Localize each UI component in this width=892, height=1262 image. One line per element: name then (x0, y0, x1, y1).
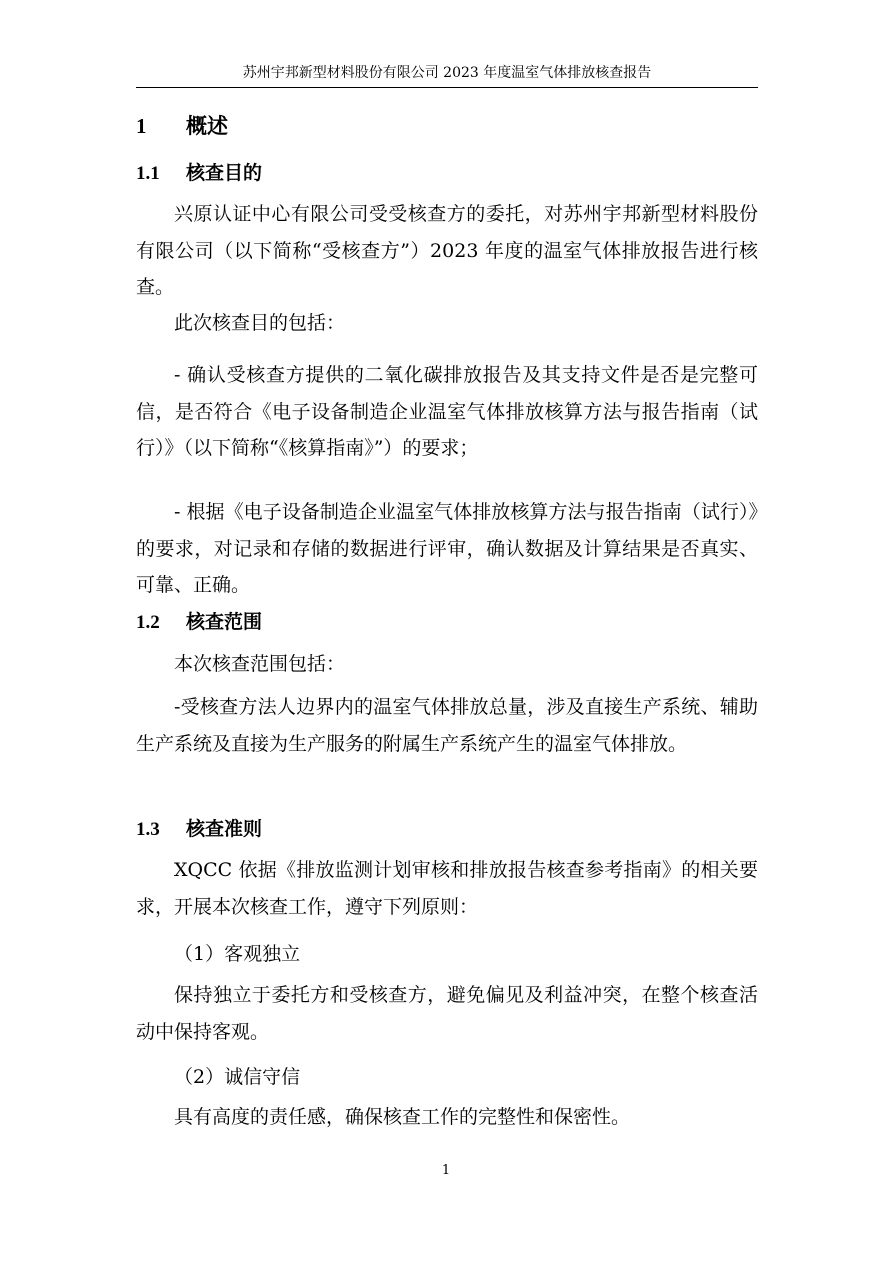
paragraph-purpose-item-1: - 确认受核查方提供的二氧化碳排放报告及其支持文件是否是完整可信，是否符合《电子设备制造企业温室气体排放核算方法与报告指南（试行）》（以下简称“《核算指南》”）的要求； (136, 364, 758, 459)
section-title: 概述 (186, 114, 228, 138)
subsection-heading-1-1 (136, 158, 262, 185)
paragraph-purpose-intro: 兴原认证中心有限公司受受核查方的委托，对苏州宇邦新型材料股份有限公司（以下简称“受核查方”）2023 年度的温室气体排放报告进行核查。 (136, 203, 758, 298)
section-heading-1 (136, 110, 228, 140)
section-number: 1 (136, 114, 147, 138)
subsection-number: 1.1 (136, 163, 160, 184)
principle-heading-2: （2）诚信守信 (174, 1066, 301, 1088)
paragraph-principle-1: 保持独立于委托方和受核查方，避免偏见及利益冲突，在整个核查活动中保持客观。 (136, 984, 758, 1043)
page-number: 1 (441, 1163, 451, 1178)
paragraph-purpose-item-2: - 根据《电子设备制造企业温室气体排放核算方法与报告指南（试行）》的要求，对记录和存储的数据进行评审，确认数据及计算结果是否真实、可靠、正确。 (136, 501, 758, 596)
subsection-title: 核查目的 (186, 162, 263, 184)
running-header: 苏州宇邦新型材料股份有限公司 2023 年度温室气体排放核查报告 (242, 65, 652, 81)
paragraph-principle-2: 具有高度的责任感，确保核查工作的完整性和保密性。 (174, 1106, 631, 1128)
principle-heading-1: （1）客观独立 (174, 943, 301, 965)
subsection-number: 1.3 (136, 819, 160, 840)
subsection-title: 核查范围 (186, 611, 263, 633)
subsection-heading-1-2 (136, 607, 262, 634)
paragraph-scope-item: -受核查方法人边界内的温室气体排放总量，涉及直接生产系统、辅助生产系统及直接为生产服务的附属生产系统产生的温室气体排放。 (136, 696, 758, 755)
paragraph-criteria-intro: XQCC 依据《排放监测计划审核和排放报告核查参考指南》的相关要求，开展本次核查工作，遵守下列原则： (136, 859, 758, 918)
subsection-heading-1-3 (136, 814, 262, 841)
paragraph-scope-intro: 本次核查范围包括： (174, 653, 346, 675)
paragraph-purpose-list-intro: 此次核查目的包括： (174, 312, 346, 334)
header-rule (136, 87, 758, 88)
subsection-number: 1.2 (136, 612, 160, 633)
subsection-title: 核查准则 (186, 818, 263, 840)
